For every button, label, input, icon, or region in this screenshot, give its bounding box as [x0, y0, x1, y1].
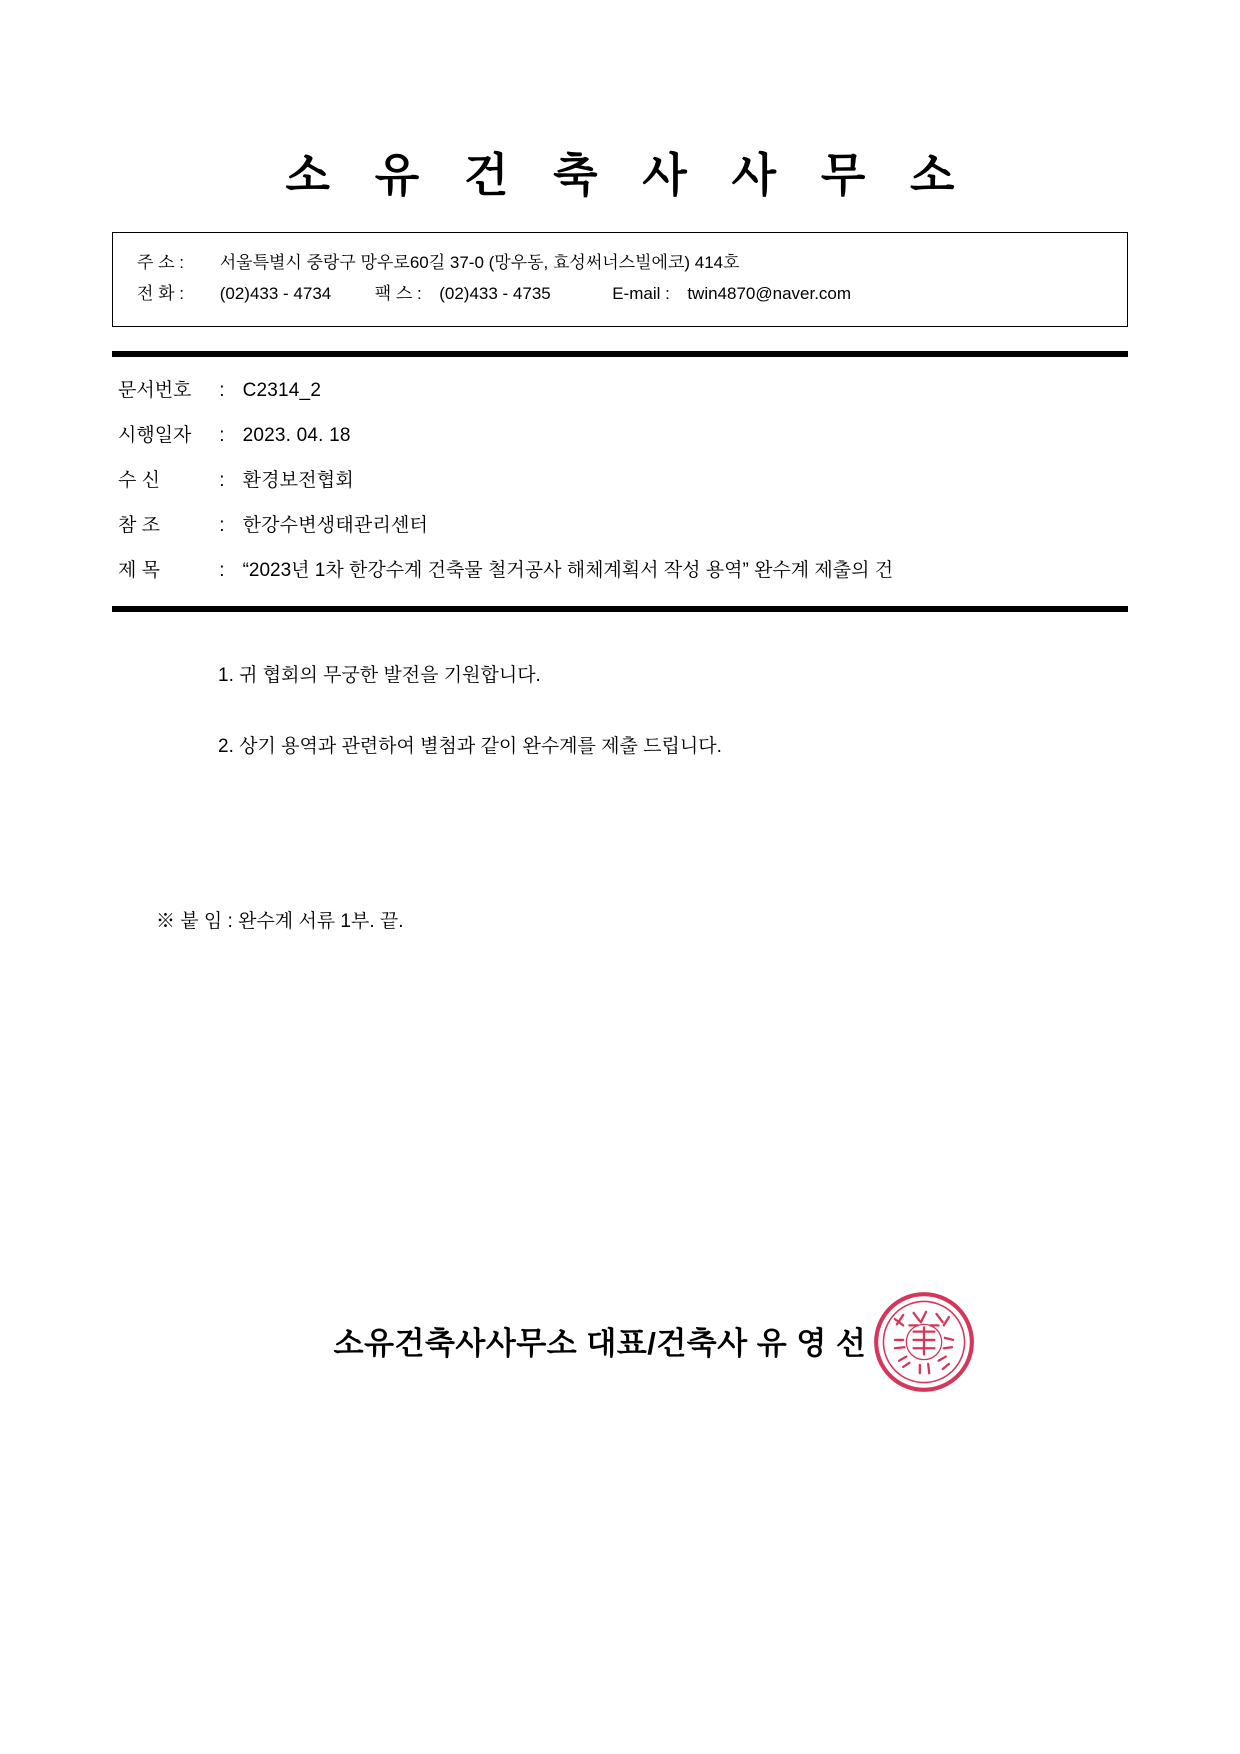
official-seal-icon [872, 1290, 976, 1394]
address-value: 서울특별시 중랑구 망우로60길 37-0 (망우동, 효성써너스빌에코) 414호 [219, 253, 740, 272]
document-body [112, 666, 1128, 756]
attachment-note: ※ 붙 임 : 완수계 서류 1부. 끝. [156, 910, 404, 932]
meta-row-subject: 제 목 : “2023년 1차 한강수계 건축물 철거공사 해체계획서 작성 용역” 완수계 제출의 건 [118, 559, 894, 581]
meta-label: 참 조 [118, 514, 160, 536]
document-meta [112, 381, 1128, 580]
divider-top [112, 351, 1128, 357]
body-item-2: 2. 상기 용역과 관련하여 별첨과 같이 완수계를 제출 드립니다. [218, 735, 722, 757]
address-line [137, 247, 1107, 278]
email-value[interactable]: twin4870@naver.com [687, 284, 852, 304]
company-title: 소 유 건 축 사 사 무 소 [285, 149, 971, 201]
phone-label: 전 화 : [137, 284, 185, 304]
divider-bottom [112, 606, 1128, 612]
meta-value: 2023. 04. 18 [242, 424, 351, 446]
meta-label: 문서번호 [118, 379, 192, 401]
address-label: 주 소 : [137, 253, 185, 272]
email-label: E-mail : [612, 284, 670, 304]
meta-label: 수 신 [118, 469, 160, 491]
meta-row-issue-date: 시행일자 : 2023. 04. 18 [118, 424, 351, 446]
phone-value: (02)433 - 4734 [219, 284, 332, 304]
signature-text: 소유건축사사무소 대표/건축사 유 영 선 [333, 1326, 867, 1361]
meta-value: 환경보전협회 [242, 469, 354, 491]
fax-value: (02)433 - 4735 [439, 284, 551, 304]
signature-line [334, 1318, 907, 1363]
meta-value: 한강수변생태관리센터 [242, 514, 429, 536]
meta-label: 제 목 [118, 559, 160, 581]
body-item-1: 1. 귀 협회의 무궁한 발전을 기원합니다. [218, 664, 541, 686]
meta-value: “2023년 1차 한강수계 건축물 철거공사 해체계획서 작성 용역” 완수계 제출의 건 [242, 559, 894, 581]
signature-area [0, 1318, 1240, 1363]
meta-value: C2314_2 [242, 379, 322, 401]
fax-label: 팩 스 : [374, 284, 422, 304]
phone-fax-email-line [137, 278, 1107, 309]
meta-label: 시행일자 [118, 424, 192, 446]
meta-row-reference: 참 조 : 한강수변생태관리센터 [118, 514, 429, 536]
meta-row-recipient: 수 신 : 환경보전협회 [118, 469, 354, 491]
contact-info-box [112, 232, 1128, 327]
meta-row-document-number: 문서번호 : C2314_2 [118, 379, 322, 401]
